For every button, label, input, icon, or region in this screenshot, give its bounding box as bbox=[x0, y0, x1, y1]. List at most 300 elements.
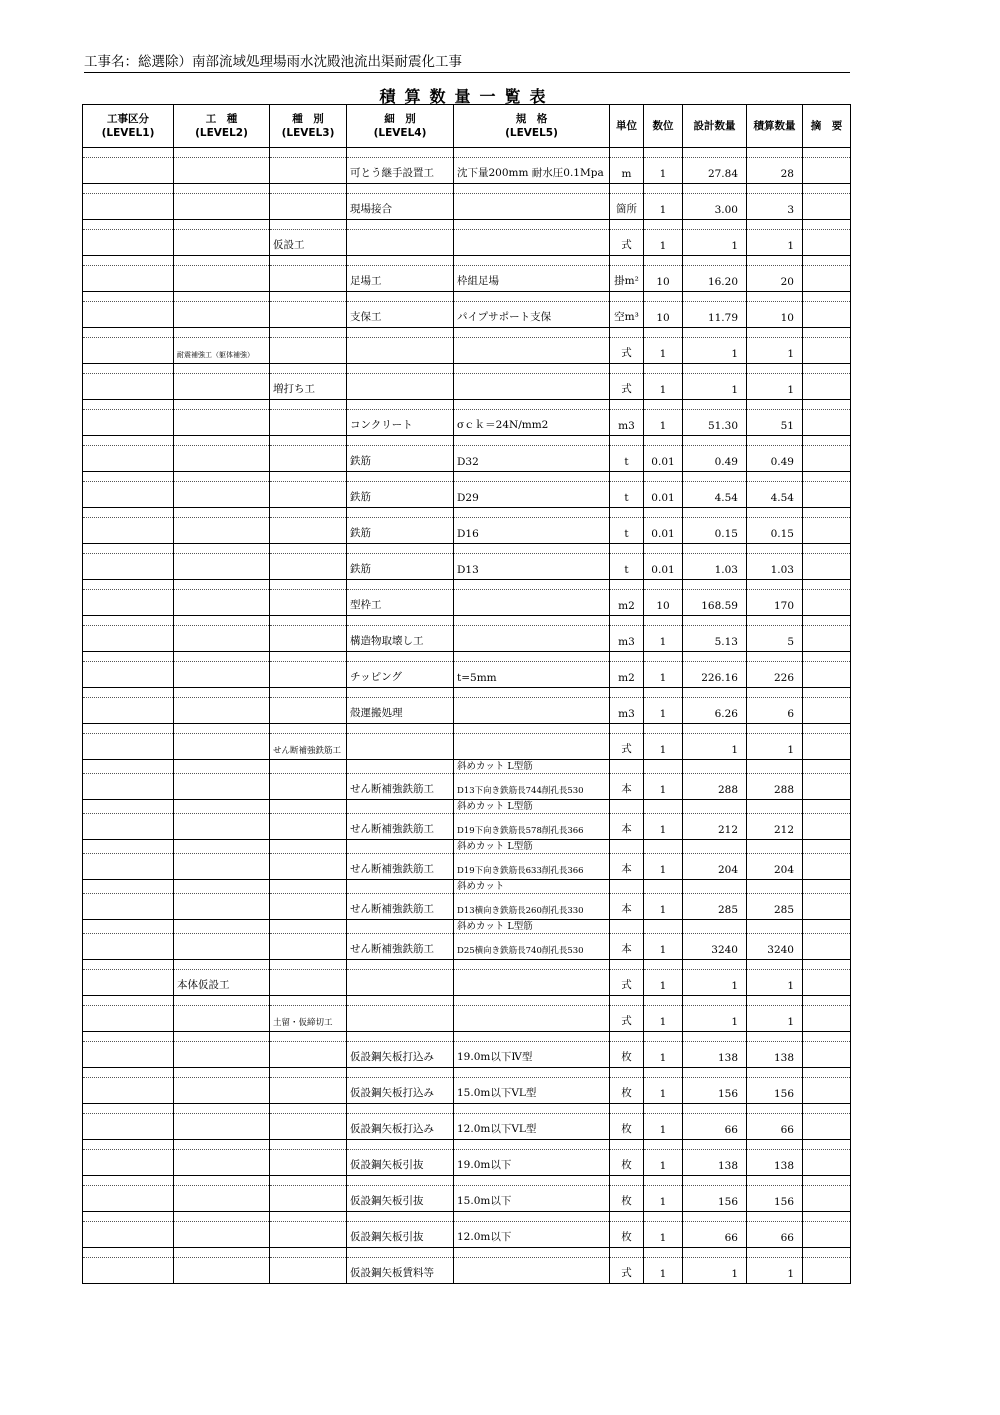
spacer-cell bbox=[174, 880, 270, 894]
level3-cell bbox=[270, 1078, 347, 1104]
spec-note: 斜めカット L型筋 bbox=[457, 841, 533, 852]
spacer-row bbox=[83, 1140, 851, 1150]
spacer-cell bbox=[270, 148, 347, 158]
spacer-cell bbox=[747, 472, 803, 482]
level4-cell: 鉄筋 bbox=[347, 518, 454, 544]
level2-cell bbox=[174, 774, 270, 800]
estimate-qty-cell: 0.15 bbox=[747, 518, 803, 544]
spec-cell: 19.0m以下Ⅳ型 bbox=[454, 1042, 610, 1068]
spacer-cell bbox=[83, 580, 174, 590]
table-row bbox=[83, 446, 851, 472]
spacer-cell bbox=[174, 508, 270, 518]
spec-note: 斜めカット L型筋 bbox=[457, 801, 533, 812]
spacer-cell bbox=[174, 364, 270, 374]
spacer-cell bbox=[747, 544, 803, 554]
unit-cell: 枚 bbox=[610, 1150, 644, 1176]
unit-cell: 式 bbox=[610, 1006, 644, 1032]
header-level2: 工 種 (LEVEL2) bbox=[174, 105, 270, 148]
spacer-cell bbox=[610, 724, 644, 734]
table-row bbox=[83, 854, 851, 880]
spec-cell: D19下向き鉄筋長578削孔長366 bbox=[454, 814, 610, 840]
level1-cell bbox=[83, 338, 174, 364]
table-row bbox=[83, 970, 851, 996]
digit-cell: 1 bbox=[644, 814, 683, 840]
unit-cell: 式 bbox=[610, 374, 644, 400]
spacer-cell bbox=[747, 436, 803, 446]
header-digit: 数位 bbox=[644, 105, 683, 148]
spacer-cell bbox=[83, 996, 174, 1006]
spacer-cell bbox=[747, 880, 803, 894]
table-body bbox=[83, 148, 851, 1284]
spacer-cell bbox=[270, 220, 347, 230]
remarks-cell bbox=[803, 934, 851, 960]
level3-cell bbox=[270, 970, 347, 996]
design-qty-cell: 66 bbox=[683, 1222, 747, 1248]
spacer-cell bbox=[747, 760, 803, 774]
unit-cell: 式 bbox=[610, 1258, 644, 1284]
remarks-cell bbox=[803, 774, 851, 800]
level2-cell bbox=[174, 894, 270, 920]
digit-cell: 10 bbox=[644, 590, 683, 616]
level4-cell: 足場工 bbox=[347, 266, 454, 292]
digit-cell: 1 bbox=[644, 626, 683, 652]
spacer-row bbox=[83, 652, 851, 662]
level2-cell bbox=[174, 1222, 270, 1248]
estimate-qty-cell: 138 bbox=[747, 1042, 803, 1068]
remarks-cell bbox=[803, 158, 851, 184]
spacer-cell bbox=[270, 1068, 347, 1078]
spacer-cell bbox=[347, 184, 454, 194]
spacer-cell bbox=[83, 800, 174, 814]
level2-cell bbox=[174, 590, 270, 616]
spacer-cell bbox=[270, 996, 347, 1006]
spacer-cell bbox=[174, 472, 270, 482]
spacer-cell bbox=[803, 148, 851, 158]
spacer-cell bbox=[454, 292, 610, 302]
remarks-cell bbox=[803, 446, 851, 472]
design-qty-cell: 5.13 bbox=[683, 626, 747, 652]
spacer-cell bbox=[610, 880, 644, 894]
spacer-cell bbox=[610, 256, 644, 266]
design-qty-cell: 138 bbox=[683, 1150, 747, 1176]
design-qty-cell: 138 bbox=[683, 1042, 747, 1068]
digit-cell: 1 bbox=[644, 1006, 683, 1032]
table-row bbox=[83, 814, 851, 840]
level1-cell bbox=[83, 302, 174, 328]
spacer-cell bbox=[347, 616, 454, 626]
level1-cell bbox=[83, 970, 174, 996]
spacer-cell bbox=[270, 1248, 347, 1258]
design-qty-cell: 27.84 bbox=[683, 158, 747, 184]
table-row bbox=[83, 734, 851, 760]
level1-cell bbox=[83, 158, 174, 184]
level2-cell bbox=[174, 410, 270, 436]
spacer-cell bbox=[83, 220, 174, 230]
spacer-cell bbox=[747, 148, 803, 158]
spacer-cell bbox=[454, 328, 610, 338]
spacer-cell bbox=[347, 544, 454, 554]
spacer-cell bbox=[347, 364, 454, 374]
spacer-cell bbox=[454, 840, 610, 854]
spacer-cell bbox=[174, 1248, 270, 1258]
spacer-cell bbox=[683, 148, 747, 158]
unit-cell: 式 bbox=[610, 970, 644, 996]
design-qty-cell: 1.03 bbox=[683, 554, 747, 580]
level4-cell: 仮設鋼矢板引抜 bbox=[347, 1222, 454, 1248]
spacer-cell bbox=[683, 724, 747, 734]
spacer-cell bbox=[83, 292, 174, 302]
table-row bbox=[83, 158, 851, 184]
level3-cell bbox=[270, 774, 347, 800]
spacer-cell bbox=[610, 996, 644, 1006]
spacer-cell bbox=[747, 220, 803, 230]
spacer-cell bbox=[347, 960, 454, 970]
spec-cell bbox=[454, 1258, 610, 1284]
level3-cell bbox=[270, 158, 347, 184]
level3-cell: 増打ち工 bbox=[270, 374, 347, 400]
spacer-cell bbox=[83, 1032, 174, 1042]
level3-cell bbox=[270, 1258, 347, 1284]
spacer-cell bbox=[454, 1212, 610, 1222]
spacer-cell bbox=[270, 364, 347, 374]
spacer-cell bbox=[747, 960, 803, 970]
spacer-cell bbox=[644, 1068, 683, 1078]
spacer-cell bbox=[747, 652, 803, 662]
spacer-cell bbox=[644, 184, 683, 194]
spacer-cell bbox=[644, 544, 683, 554]
spacer-cell bbox=[644, 580, 683, 590]
spacer-cell bbox=[174, 920, 270, 934]
remarks-cell bbox=[803, 482, 851, 508]
spacer-cell bbox=[174, 1068, 270, 1078]
spacer-cell bbox=[83, 508, 174, 518]
level2-cell bbox=[174, 230, 270, 256]
level3-cell: 土留・仮締切工 bbox=[270, 1006, 347, 1032]
spacer-cell bbox=[610, 616, 644, 626]
header-level4: 細 別 (LEVEL4) bbox=[347, 105, 454, 148]
spacer-row bbox=[83, 920, 851, 934]
spacer-cell bbox=[683, 292, 747, 302]
level3-cell bbox=[270, 934, 347, 960]
level3-cell bbox=[270, 1186, 347, 1212]
spacer-cell bbox=[347, 1140, 454, 1150]
design-qty-cell: 6.26 bbox=[683, 698, 747, 724]
spacer-cell bbox=[803, 364, 851, 374]
spacer-cell bbox=[270, 580, 347, 590]
header-level5: 規 格 (LEVEL5) bbox=[454, 105, 610, 148]
estimate-qty-cell: 1 bbox=[747, 1006, 803, 1032]
table-row bbox=[83, 1258, 851, 1284]
spacer-cell bbox=[174, 800, 270, 814]
spacer-cell bbox=[454, 256, 610, 266]
spacer-row bbox=[83, 544, 851, 554]
spec-cell: 12.0m以下 bbox=[454, 1222, 610, 1248]
spacer-row bbox=[83, 724, 851, 734]
spec-cell: D13下向き鉄筋長744削孔長530 bbox=[454, 774, 610, 800]
spacer-cell bbox=[747, 724, 803, 734]
spacer-cell bbox=[83, 364, 174, 374]
spacer-cell bbox=[803, 760, 851, 774]
unit-cell: m3 bbox=[610, 698, 644, 724]
level3-cell bbox=[270, 518, 347, 544]
estimate-qty-cell: 204 bbox=[747, 854, 803, 880]
level1-cell bbox=[83, 554, 174, 580]
unit-cell: 本 bbox=[610, 814, 644, 840]
spacer-cell bbox=[747, 840, 803, 854]
spacer-cell bbox=[270, 724, 347, 734]
spacer-cell bbox=[644, 292, 683, 302]
spacer-row bbox=[83, 364, 851, 374]
remarks-cell bbox=[803, 554, 851, 580]
spacer-cell bbox=[83, 1176, 174, 1186]
spacer-cell bbox=[270, 256, 347, 266]
level1-cell bbox=[83, 518, 174, 544]
spacer-row bbox=[83, 256, 851, 266]
spacer-cell bbox=[803, 508, 851, 518]
spacer-cell bbox=[803, 1248, 851, 1258]
level3-cell bbox=[270, 194, 347, 220]
level2-cell bbox=[174, 1078, 270, 1104]
digit-cell: 1 bbox=[644, 894, 683, 920]
spacer-cell bbox=[610, 1068, 644, 1078]
spacer-row bbox=[83, 184, 851, 194]
spacer-cell bbox=[347, 1212, 454, 1222]
spacer-cell bbox=[454, 760, 610, 774]
spacer-cell bbox=[270, 1140, 347, 1150]
spacer-cell bbox=[803, 652, 851, 662]
spacer-cell bbox=[454, 800, 610, 814]
spacer-cell bbox=[644, 400, 683, 410]
level4-cell bbox=[347, 970, 454, 996]
estimate-qty-cell: 1 bbox=[747, 970, 803, 996]
table-row bbox=[83, 1222, 851, 1248]
spacer-cell bbox=[610, 400, 644, 410]
spacer-cell bbox=[270, 616, 347, 626]
unit-cell: 枚 bbox=[610, 1186, 644, 1212]
level1-cell bbox=[83, 410, 174, 436]
level4-cell bbox=[347, 374, 454, 400]
remarks-cell bbox=[803, 1222, 851, 1248]
estimate-qty-cell: 212 bbox=[747, 814, 803, 840]
spacer-cell bbox=[683, 1068, 747, 1078]
table-row bbox=[83, 410, 851, 436]
level2-cell bbox=[174, 854, 270, 880]
spacer-cell bbox=[683, 616, 747, 626]
spacer-cell bbox=[803, 292, 851, 302]
remarks-cell bbox=[803, 814, 851, 840]
level2-cell bbox=[174, 374, 270, 400]
spacer-cell bbox=[83, 472, 174, 482]
level1-cell bbox=[83, 230, 174, 256]
unit-cell: m2 bbox=[610, 590, 644, 616]
spacer-cell bbox=[644, 1140, 683, 1150]
design-qty-cell: 1 bbox=[683, 1006, 747, 1032]
design-qty-cell: 212 bbox=[683, 814, 747, 840]
level3-cell: 仮設工 bbox=[270, 230, 347, 256]
level1-cell bbox=[83, 894, 174, 920]
spec-cell: 12.0m以下VL型 bbox=[454, 1114, 610, 1140]
spacer-cell bbox=[83, 880, 174, 894]
spacer-cell bbox=[683, 328, 747, 338]
spacer-cell bbox=[683, 1248, 747, 1258]
remarks-cell bbox=[803, 854, 851, 880]
estimate-qty-cell: 4.54 bbox=[747, 482, 803, 508]
remarks-cell bbox=[803, 1186, 851, 1212]
unit-cell: m3 bbox=[610, 626, 644, 652]
design-qty-cell: 0.15 bbox=[683, 518, 747, 544]
level2-cell bbox=[174, 1150, 270, 1176]
spacer-cell bbox=[683, 220, 747, 230]
digit-cell: 1 bbox=[644, 410, 683, 436]
spacer-cell bbox=[454, 1140, 610, 1150]
spacer-cell bbox=[347, 472, 454, 482]
spacer-cell bbox=[644, 724, 683, 734]
table-row bbox=[83, 230, 851, 256]
quantity-table bbox=[82, 104, 851, 1284]
remarks-cell bbox=[803, 1114, 851, 1140]
spacer-cell bbox=[803, 400, 851, 410]
spacer-cell bbox=[803, 544, 851, 554]
spacer-cell bbox=[803, 1212, 851, 1222]
level4-cell: 鉄筋 bbox=[347, 446, 454, 472]
level3-cell bbox=[270, 1150, 347, 1176]
level1-cell bbox=[83, 266, 174, 292]
spacer-cell bbox=[683, 800, 747, 814]
spacer-cell bbox=[644, 508, 683, 518]
spacer-cell bbox=[83, 1104, 174, 1114]
spacer-cell bbox=[347, 256, 454, 266]
spacer-cell bbox=[454, 220, 610, 230]
spacer-cell bbox=[747, 1140, 803, 1150]
project-title: 工事名：総選除）南部流域処理場雨水沈殿池流出渠耐震化工事 bbox=[84, 54, 462, 70]
digit-cell: 1 bbox=[644, 1186, 683, 1212]
spacer-cell bbox=[454, 1068, 610, 1078]
spec-cell: パイプサポート支保 bbox=[454, 302, 610, 328]
estimate-qty-cell: 1 bbox=[747, 734, 803, 760]
spacer-cell bbox=[347, 220, 454, 230]
level3-cell bbox=[270, 854, 347, 880]
level4-cell bbox=[347, 734, 454, 760]
spacer-cell bbox=[347, 880, 454, 894]
spacer-cell bbox=[683, 1032, 747, 1042]
remarks-cell bbox=[803, 734, 851, 760]
digit-cell: 1 bbox=[644, 934, 683, 960]
spacer-cell bbox=[644, 800, 683, 814]
table-row bbox=[83, 374, 851, 400]
spacer-cell bbox=[347, 580, 454, 590]
spacer-cell bbox=[683, 400, 747, 410]
remarks-cell bbox=[803, 410, 851, 436]
spacer-cell bbox=[174, 724, 270, 734]
table-row bbox=[83, 934, 851, 960]
spacer-cell bbox=[454, 1248, 610, 1258]
spec-cell bbox=[454, 1006, 610, 1032]
unit-cell: 枚 bbox=[610, 1222, 644, 1248]
spacer-cell bbox=[83, 256, 174, 266]
design-qty-cell: 1 bbox=[683, 734, 747, 760]
digit-cell: 1 bbox=[644, 158, 683, 184]
remarks-cell bbox=[803, 626, 851, 652]
spec-cell bbox=[454, 194, 610, 220]
spacer-cell bbox=[347, 760, 454, 774]
remarks-cell bbox=[803, 1006, 851, 1032]
spacer-row bbox=[83, 1068, 851, 1078]
spacer-cell bbox=[610, 960, 644, 970]
level3-cell bbox=[270, 626, 347, 652]
spacer-cell bbox=[803, 472, 851, 482]
spacer-cell bbox=[347, 436, 454, 446]
spacer-cell bbox=[610, 760, 644, 774]
spacer-cell bbox=[747, 292, 803, 302]
spacer-cell bbox=[644, 1248, 683, 1258]
estimate-qty-cell: 10 bbox=[747, 302, 803, 328]
spacer-row bbox=[83, 800, 851, 814]
spacer-cell bbox=[83, 148, 174, 158]
spacer-row bbox=[83, 472, 851, 482]
estimate-qty-cell: 51 bbox=[747, 410, 803, 436]
title-underline bbox=[84, 72, 850, 73]
spec-cell: D25横向き鉄筋長740削孔長530 bbox=[454, 934, 610, 960]
table-row bbox=[83, 590, 851, 616]
spacer-cell bbox=[803, 616, 851, 626]
spec-cell bbox=[454, 374, 610, 400]
spacer-cell bbox=[347, 1176, 454, 1186]
spacer-cell bbox=[803, 1140, 851, 1150]
level1-cell bbox=[83, 1006, 174, 1032]
spacer-cell bbox=[454, 880, 610, 894]
level3-cell bbox=[270, 814, 347, 840]
remarks-cell bbox=[803, 698, 851, 724]
remarks-cell bbox=[803, 590, 851, 616]
spacer-cell bbox=[803, 220, 851, 230]
level3-cell bbox=[270, 554, 347, 580]
level4-cell: 仮設鋼矢板賃料等 bbox=[347, 1258, 454, 1284]
spacer-cell bbox=[644, 1104, 683, 1114]
spec-cell: 枠組足場 bbox=[454, 266, 610, 292]
estimate-qty-cell: 6 bbox=[747, 698, 803, 724]
unit-cell: 枚 bbox=[610, 1078, 644, 1104]
spacer-cell bbox=[683, 184, 747, 194]
spacer-cell bbox=[454, 148, 610, 158]
digit-cell: 1 bbox=[644, 734, 683, 760]
table-row bbox=[83, 482, 851, 508]
spacer-cell bbox=[644, 920, 683, 934]
estimate-qty-cell: 66 bbox=[747, 1222, 803, 1248]
level3-cell bbox=[270, 410, 347, 436]
level4-cell: せん断補強鉄筋工 bbox=[347, 774, 454, 800]
level4-cell: 仮設鋼矢板打込み bbox=[347, 1114, 454, 1140]
estimate-qty-cell: 156 bbox=[747, 1186, 803, 1212]
design-qty-cell: 226.16 bbox=[683, 662, 747, 688]
level2-cell bbox=[174, 1258, 270, 1284]
remarks-cell bbox=[803, 1150, 851, 1176]
level4-cell: 殻運搬処理 bbox=[347, 698, 454, 724]
spacer-cell bbox=[683, 880, 747, 894]
level3-cell bbox=[270, 1222, 347, 1248]
spacer-cell bbox=[610, 688, 644, 698]
digit-cell: 0.01 bbox=[644, 554, 683, 580]
digit-cell: 1 bbox=[644, 774, 683, 800]
estimate-qty-cell: 1 bbox=[747, 1258, 803, 1284]
spacer-cell bbox=[644, 436, 683, 446]
unit-cell: 枚 bbox=[610, 1042, 644, 1068]
spec-cell bbox=[454, 230, 610, 256]
spacer-cell bbox=[174, 840, 270, 854]
level3-cell bbox=[270, 698, 347, 724]
header-design-qty: 設計数量 bbox=[683, 105, 747, 148]
level1-cell bbox=[83, 446, 174, 472]
spacer-cell bbox=[610, 184, 644, 194]
